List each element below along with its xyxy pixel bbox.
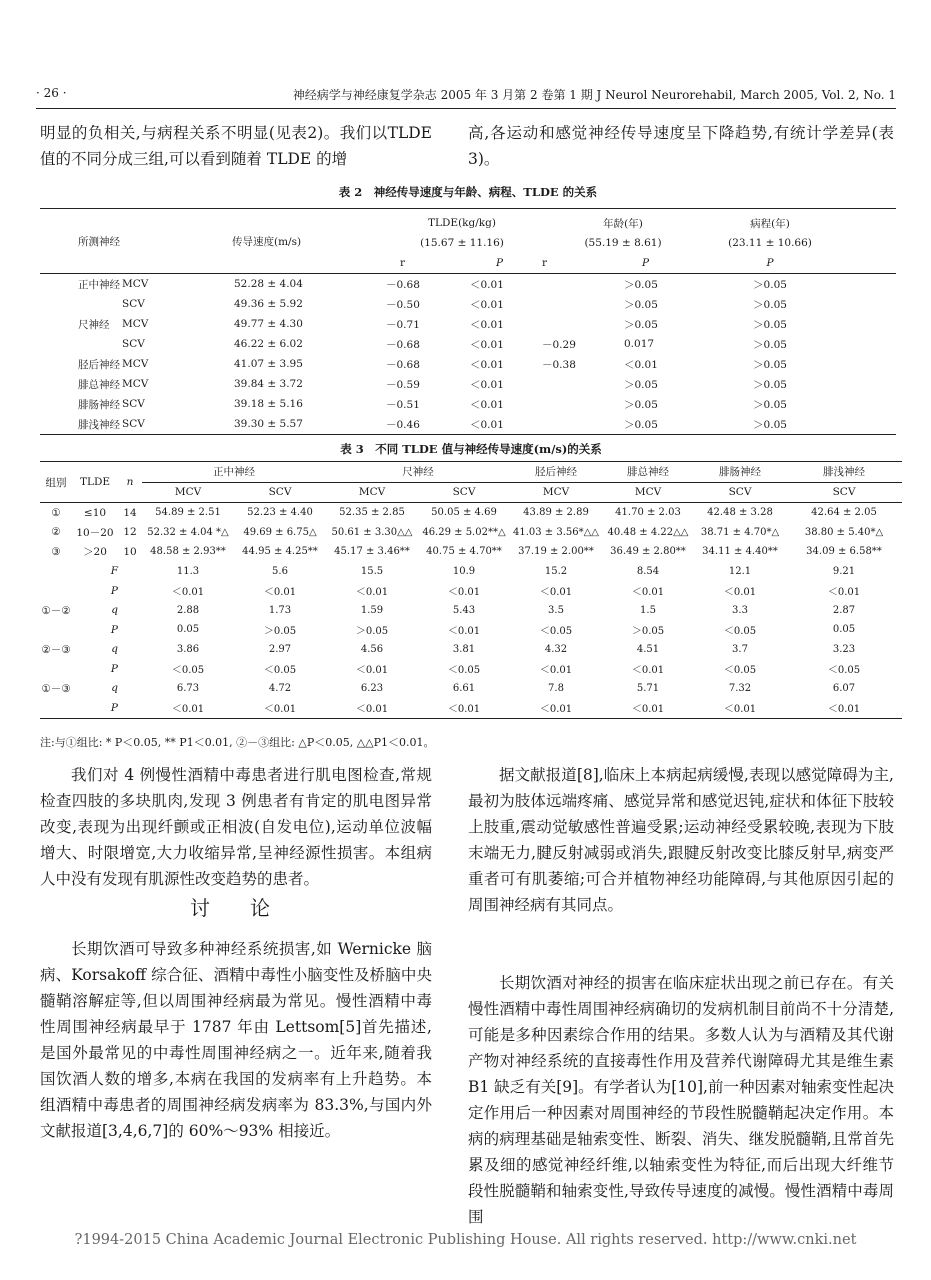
t2-age-p-cell: 0.017 [624, 338, 655, 350]
t3-sub-head: SCV [832, 486, 856, 499]
t3-value-cell: ＜0.05 [827, 665, 861, 677]
t3-tlde-cell: F [110, 565, 118, 578]
t3-group-cell: ② [51, 526, 61, 539]
t3-value-cell: 4.51 [636, 643, 660, 655]
t3-sub-head: MCV [174, 486, 202, 499]
table-row [40, 562, 902, 582]
t2-age-r-cell [542, 294, 612, 314]
t2-tlde-r-cell: －0.59 [386, 378, 420, 391]
t2-age-p-cell: ＞0.05 [624, 378, 658, 391]
t3-value-cell: ＜0.05 [171, 665, 205, 677]
t2-type-cell: SCV [122, 338, 145, 350]
t2-head-p: P [642, 257, 650, 269]
table-row [40, 374, 896, 394]
t3-value-cell: 40.75 ± 4.70** [426, 546, 502, 558]
t3-value-cell: 5.71 [636, 682, 660, 694]
t2-age-p-cell: ＞0.05 [624, 398, 658, 411]
t3-head-sural: 腓肠神经 [694, 462, 786, 483]
t2-head-p: P [766, 257, 774, 269]
t3-tlde-cell: q [111, 682, 118, 695]
t3-value-cell: 0.05 [832, 624, 856, 636]
t2-head-course-sub: (23.11 ± 10.66) [728, 237, 812, 249]
t3-n-cell [118, 601, 142, 621]
t2-velocity-cell: 49.77 ± 4.30 [234, 318, 303, 330]
t2-head-nerve: 所测神经 [78, 235, 120, 248]
t3-value-cell: ＞0.05 [355, 626, 389, 638]
t3-value-cell: 42.48 ± 3.28 [707, 507, 773, 519]
t3-value-cell: 52.35 ± 2.85 [339, 507, 405, 519]
t2-age-p-cell: ＜0.01 [624, 358, 658, 371]
t3-value-cell: 3.23 [832, 643, 856, 655]
t3-value-cell: 0.05 [176, 624, 200, 636]
t3-value-cell: 38.71 ± 4.70*△ [700, 526, 780, 538]
t2-course-p-cell: ＞0.05 [753, 418, 787, 431]
t2-tlde-r-cell: －0.46 [386, 418, 420, 431]
t3-group-cell: ③ [51, 545, 61, 558]
t3-value-cell: ＜0.01 [355, 665, 389, 677]
t3-n-cell: 10 [123, 545, 137, 558]
table-row [40, 274, 896, 295]
t3-value-cell: 4.56 [360, 643, 384, 655]
t3-value-cell: ＜0.05 [723, 626, 757, 638]
t3-value-cell: ＜0.01 [171, 587, 205, 599]
t3-value-cell: 3.7 [732, 643, 748, 655]
t2-type-cell: SCV [122, 398, 145, 410]
t3-value-cell: ＜0.05 [539, 626, 573, 638]
t3-value-cell: ＜0.01 [355, 587, 389, 599]
t3-tlde-cell: ＞20 [83, 546, 107, 559]
t3-value-cell: 3.86 [176, 643, 200, 655]
t2-head-tlde-sub: (15.67 ± 11.16) [420, 237, 504, 249]
t3-sub-head: SCV [728, 486, 752, 499]
t2-type-cell: SCV [122, 418, 145, 430]
t3-value-cell: 49.69 ± 6.75△ [243, 526, 317, 538]
t3-value-cell: ＜0.01 [539, 665, 573, 677]
t3-value-cell: 1.5 [640, 604, 656, 616]
t2-tlde-r-cell: －0.68 [386, 358, 420, 371]
top-right-paragraph: 高,各运动和感觉神经传导速度呈下降趋势,有统计学差异(表3)。 [468, 124, 894, 168]
t3-value-cell: 5.6 [272, 565, 288, 577]
t3-value-cell: ＜0.01 [171, 704, 205, 716]
t3-n-cell [118, 659, 142, 679]
t2-age-p-cell: ＞0.05 [624, 298, 658, 311]
t3-value-cell: ＜0.01 [631, 587, 665, 599]
t2-age-r-cell [542, 274, 612, 295]
t3-tlde-cell: q [111, 643, 118, 656]
table-row [40, 542, 902, 562]
t3-tlde-cell: P [110, 584, 118, 597]
t3-value-cell: 8.54 [636, 565, 660, 577]
t3-value-cell: 2.97 [268, 643, 292, 655]
t3-value-cell: 6.73 [176, 682, 200, 694]
t2-nerve-cell: 尺神经 [78, 318, 110, 331]
t2-velocity-cell: 39.30 ± 5.57 [234, 418, 303, 430]
t3-tlde-cell: 10－20 [76, 526, 114, 539]
t2-tlde-p-cell: ＜0.01 [470, 398, 504, 411]
t3-group-cell: ①－③ [41, 682, 71, 695]
t3-value-cell: ＜0.01 [355, 704, 389, 716]
t2-course-p-cell: ＞0.05 [753, 298, 787, 311]
t2-head-age: 年龄(年) [603, 217, 643, 230]
t3-value-cell: 3.3 [732, 604, 748, 616]
t3-value-cell: 6.61 [452, 682, 476, 694]
t3-value-cell: 44.95 ± 4.25** [242, 546, 318, 558]
table-row [40, 414, 896, 435]
t3-n-cell [118, 640, 142, 660]
t2-type-cell: MCV [122, 318, 149, 330]
page-number: · 26 · [36, 86, 67, 100]
t3-value-cell: ＜0.01 [447, 626, 481, 638]
t3-value-cell: 15.5 [360, 565, 384, 577]
t2-tlde-r-cell: －0.68 [386, 278, 420, 291]
t3-group-cell [40, 659, 72, 679]
t3-group-cell: ②－③ [41, 643, 71, 656]
t2-age-r-cell [542, 314, 612, 334]
t2-head-velocity: 传导速度(m/s) [232, 235, 302, 248]
t2-tlde-r-cell: －0.71 [386, 318, 420, 331]
t3-n-cell: 14 [123, 506, 137, 519]
body-right-paragraph-1: 据文献报道[8],临床上本病起病缓慢,表现以感觉障碍为主,最初为肢体远端疼痛、感觉异常和感觉迟钝,症状和体征下肢较上肢重,震动觉敏感性普遍受累;运动神经受累较晚,表现为下肢末端无力,腱反射减弱或消失,跟腱反射改变比膝反射早,病变严重者可有肌萎缩;可合并植物神经功能障碍,与其他原因引起的周围神经病有其同点。 [468, 766, 895, 914]
t3-group-cell [40, 698, 72, 718]
t3-value-cell: ＜0.05 [263, 665, 297, 677]
t2-head-r: r [400, 257, 406, 269]
t3-tlde-cell: ≤10 [83, 506, 107, 519]
t3-value-cell: 34.09 ± 6.58** [806, 546, 882, 558]
t3-sub-head: MCV [358, 486, 386, 499]
t3-head-peroneal: 腓总神经 [602, 462, 694, 483]
t3-n-cell [118, 698, 142, 718]
t2-head-tlde: TLDE(kg/kg) [428, 217, 496, 229]
t3-tlde-cell: P [110, 623, 118, 636]
table-row [40, 679, 902, 699]
t3-value-cell: ＜0.01 [631, 704, 665, 716]
body-right-paragraph-2: 长期饮酒对神经的损害在临床症状出现之前已存在。有关慢性酒精中毒性周围神经病确切的发病机制目前尚不十分清楚,可能是多种因素综合作用的结果。多数人认为与酒精及其代谢产物对神经系统的直接毒性作用及营养代谢障碍尤其是维生素 B1 缺乏有关[9]。有学者认为[10],前一种因素对轴索变性起决定作用后一种因素对周围神经的节段性脱髓鞘起决定作用。本病的病理基础是轴索变性、断裂、消失、继发脱髓鞘,且常首先累及细的感觉神经纤维,以轴索变性为特征,而后出现大纤维节段性脱髓鞘和轴索变性,导致传导速度的减慢。慢性酒精中毒周围 [468, 974, 894, 1226]
t2-nerve-cell: 腓浅神经 [78, 418, 120, 431]
t3-group-cell [40, 562, 72, 582]
t3-value-cell: 43.89 ± 2.89 [523, 507, 589, 519]
t3-head-tlde: TLDE [79, 476, 111, 488]
t2-nerve-cell [40, 294, 122, 314]
t2-head-r: r [542, 257, 548, 269]
top-left-paragraph: 明显的负相关,与病程关系不明显(见表2)。我们以TLDE 值的不同分成三组,可以看到随着 TLDE 的增 [40, 124, 432, 168]
t3-value-cell: ＜0.01 [263, 704, 297, 716]
t3-value-cell: 6.23 [360, 682, 384, 694]
t3-value-cell: ＞0.05 [263, 626, 297, 638]
t3-value-cell: 2.88 [176, 604, 200, 616]
t3-value-cell: 6.07 [832, 682, 856, 694]
t3-value-cell: ＜0.01 [827, 587, 861, 599]
t2-velocity-cell: 39.84 ± 3.72 [234, 378, 303, 390]
t2-type-cell: MCV [122, 358, 149, 370]
t2-age-r-cell: －0.29 [542, 338, 576, 351]
t3-value-cell: 50.05 ± 4.69 [431, 507, 497, 519]
t3-n-cell [118, 581, 142, 601]
t2-tlde-r-cell: －0.50 [386, 298, 420, 311]
table-row [40, 354, 896, 374]
t3-sub-head: MCV [634, 486, 662, 499]
t3-n-cell: 12 [123, 526, 137, 539]
t3-value-cell: 1.73 [268, 604, 292, 616]
t2-nerve-cell [40, 334, 122, 354]
table-row [40, 601, 902, 621]
table-row [40, 523, 902, 543]
t2-type-cell: MCV [122, 378, 149, 390]
body-left-paragraph-1: 我们对 4 例慢性酒精中毒患者进行肌电图检查,常规检查四肢的多块肌肉,发现 3 例患者有肯定的肌电图异常改变,表现为出现纤颤或正相波(自发电位),运动单位波幅增大、时限增宽,大力收缩异常,呈神经源性损害。本组病人中没有发现有肌源性改变趋势的患者。 [40, 766, 432, 888]
t3-value-cell: 7.8 [548, 682, 564, 694]
t2-age-p-cell: ＞0.05 [624, 278, 658, 291]
table3-note: 注:与①组比: * P＜0.05, ** P1＜0.01, ②－③组比: △P＜0.05, △△P1＜0.01。 [40, 736, 435, 749]
t2-course-p-cell: ＞0.05 [753, 318, 787, 331]
t2-tlde-p-cell: ＜0.01 [470, 318, 504, 331]
journal-citation: 神经病学与神经康复学杂志 2005 年 3 月第 2 卷第 1 期 J Neurol Neurorehabil, March 2005, Vol. 2, No. 1 [292, 88, 896, 102]
t2-age-r-cell [542, 394, 612, 414]
t3-value-cell: 41.70 ± 2.03 [615, 507, 681, 519]
table3-caption: 表 3 不同 TLDE 值与神经传导速度(m/s)的关系 [340, 442, 602, 456]
t3-value-cell: 5.43 [452, 604, 476, 616]
t2-course-p-cell: ＞0.05 [753, 378, 787, 391]
t3-head-ulnar: 尺神经 [326, 462, 510, 483]
t2-nerve-cell: 腓肠神经 [78, 398, 120, 411]
t2-course-p-cell: ＞0.05 [753, 338, 787, 351]
t2-tlde-r-cell: －0.68 [386, 338, 420, 351]
table-row [40, 394, 896, 414]
t3-value-cell: ＜0.01 [263, 587, 297, 599]
t3-sub-head: MCV [542, 486, 570, 499]
t3-value-cell: 52.32 ± 4.04 *△ [147, 526, 229, 538]
t2-tlde-p-cell: ＜0.01 [470, 298, 504, 311]
t3-group-cell: ① [51, 506, 61, 519]
table2 [40, 208, 896, 435]
t2-tlde-p-cell: ＜0.01 [470, 358, 504, 371]
t3-group-cell: ①－② [41, 604, 71, 617]
t3-value-cell: 12.1 [728, 565, 752, 577]
t2-head-p: P [496, 257, 504, 269]
t3-sub-head: SCV [268, 486, 292, 499]
t2-age-p-cell: ＞0.05 [624, 418, 658, 431]
t2-age-r-cell [542, 374, 612, 394]
t3-tlde-cell: q [111, 604, 118, 617]
t3-value-cell: 42.64 ± 2.05 [811, 507, 877, 519]
t2-velocity-cell: 41.07 ± 3.95 [234, 358, 303, 370]
t3-value-cell: 34.11 ± 4.40** [702, 546, 778, 558]
t3-value-cell: 15.2 [544, 565, 568, 577]
t3-value-cell: 3.5 [548, 604, 564, 616]
t2-tlde-p-cell: ＜0.01 [470, 278, 504, 291]
t2-nerve-cell: 腓总神经 [78, 378, 120, 391]
t3-head-tibial: 胫后神经 [510, 462, 602, 483]
t3-value-cell: ＞0.05 [631, 626, 665, 638]
t3-value-cell: ＜0.01 [539, 587, 573, 599]
t3-value-cell: 41.03 ± 3.56*△△ [512, 526, 599, 538]
t2-age-r-cell: －0.38 [542, 358, 576, 371]
t3-value-cell: 52.23 ± 4.40 [247, 507, 313, 519]
t3-value-cell: ＜0.05 [447, 665, 481, 677]
table-row [40, 314, 896, 334]
t2-nerve-cell: 正中神经 [78, 278, 120, 291]
t3-value-cell: 54.89 ± 2.51 [155, 507, 221, 519]
t3-value-cell: ＜0.01 [827, 704, 861, 716]
t3-value-cell: 10.9 [452, 565, 476, 577]
t2-age-p-cell: ＞0.05 [624, 318, 658, 331]
t3-value-cell: ＜0.01 [539, 704, 573, 716]
t3-tlde-cell: P [110, 701, 118, 714]
t3-tlde-cell: P [110, 662, 118, 675]
t3-value-cell: 50.61 ± 3.30△△ [331, 526, 413, 538]
t2-velocity-cell: 52.28 ± 4.04 [234, 278, 303, 290]
t2-tlde-p-cell: ＜0.01 [470, 338, 504, 351]
t2-velocity-cell: 46.22 ± 6.02 [234, 338, 303, 350]
running-header [36, 86, 896, 108]
t2-tlde-p-cell: ＜0.01 [470, 378, 504, 391]
t3-value-cell: 37.19 ± 2.00** [518, 546, 594, 558]
t3-n-cell [118, 620, 142, 640]
t3-group-cell [40, 581, 72, 601]
t3-value-cell: ＜0.01 [723, 587, 757, 599]
t3-head-group: 组别 [45, 476, 67, 489]
t3-value-cell: 3.81 [452, 643, 476, 655]
t2-course-p-cell: ＞0.05 [753, 278, 787, 291]
table-row [40, 503, 902, 523]
table-row [40, 620, 902, 640]
table-row [40, 659, 902, 679]
t3-group-cell [40, 620, 72, 640]
t3-head-median: 正中神经 [142, 462, 326, 483]
t2-velocity-cell: 49.36 ± 5.92 [234, 298, 303, 310]
footer-copyright: ?1994-2015 China Academic Journal Electronic Publishing House. All rights reserved. http://www.cnki.net [74, 1232, 857, 1248]
t3-value-cell: 7.32 [728, 682, 752, 694]
t2-tlde-r-cell: －0.51 [386, 398, 420, 411]
table3 [40, 461, 902, 719]
t2-head-age-sub: (55.19 ± 8.61) [584, 237, 662, 249]
t3-value-cell: ＜0.01 [447, 704, 481, 716]
t3-value-cell: 1.59 [360, 604, 384, 616]
t2-type-cell: MCV [122, 278, 149, 290]
t3-n-cell [118, 562, 142, 582]
t2-course-p-cell: ＞0.05 [753, 398, 787, 411]
table-row [40, 581, 902, 601]
discussion-heading: 讨论 [190, 896, 310, 920]
t2-head-course: 病程(年) [750, 217, 790, 230]
t2-course-p-cell: ＞0.05 [753, 358, 787, 371]
t3-value-cell: 45.17 ± 3.46** [334, 546, 410, 558]
t3-n-cell [118, 679, 142, 699]
t3-head-superficial: 腓浅神经 [786, 462, 902, 483]
t3-value-cell: ＜0.01 [723, 704, 757, 716]
t2-tlde-p-cell: ＜0.01 [470, 418, 504, 431]
t3-value-cell: 46.29 ± 5.02**△ [422, 526, 506, 538]
t3-value-cell: 40.48 ± 4.22△△ [607, 526, 689, 538]
t2-velocity-cell: 39.18 ± 5.16 [234, 398, 303, 410]
t3-value-cell: 38.80 ± 5.40*△ [804, 526, 884, 538]
t3-value-cell: 9.21 [832, 565, 856, 577]
t2-age-r-cell [542, 414, 612, 435]
t3-value-cell: 2.87 [832, 604, 856, 616]
table-row [40, 294, 896, 314]
t2-type-cell: SCV [122, 298, 145, 310]
header-rule [36, 108, 896, 109]
t3-value-cell: 11.3 [176, 565, 200, 577]
table-row [40, 640, 902, 660]
t3-value-cell: ＜0.01 [631, 665, 665, 677]
t3-value-cell: 48.58 ± 2.93** [150, 546, 226, 558]
table-row [40, 698, 902, 718]
t3-value-cell: 4.32 [544, 643, 568, 655]
table2-caption: 表 2 神经传导速度与年龄、病程、TLDE 的关系 [338, 185, 598, 199]
t3-head-n: n [126, 476, 134, 488]
t3-value-cell: ＜0.01 [447, 587, 481, 599]
t3-value-cell: 36.49 ± 2.80** [610, 546, 686, 558]
t3-sub-head: SCV [452, 486, 476, 499]
body-left-paragraph-2: 长期饮酒可导致多种神经系统损害,如 Wernicke 脑病、Korsakoff 综合征、酒精中毒性小脑变性及桥脑中央髓鞘溶解症等,但以周围神经病最为常见。慢性酒精中毒性周围神经病最早于 1787 年由 Lettsom[5]首先描述,是国外最常见的中毒性周围神经病之一。近年来,随着我国饮酒人数的增多,本病在我国的发病率有上升趋势。本组酒精中毒患者的周围神经病发病率为 83.3%,与国内外文献报道[3,4,6,7]的 60%～93% 相接近。 [40, 940, 432, 1140]
table-row [40, 334, 896, 354]
t3-value-cell: 4.72 [268, 682, 292, 694]
t2-nerve-cell: 胫后神经 [78, 358, 120, 371]
t3-value-cell: ＜0.05 [723, 665, 757, 677]
